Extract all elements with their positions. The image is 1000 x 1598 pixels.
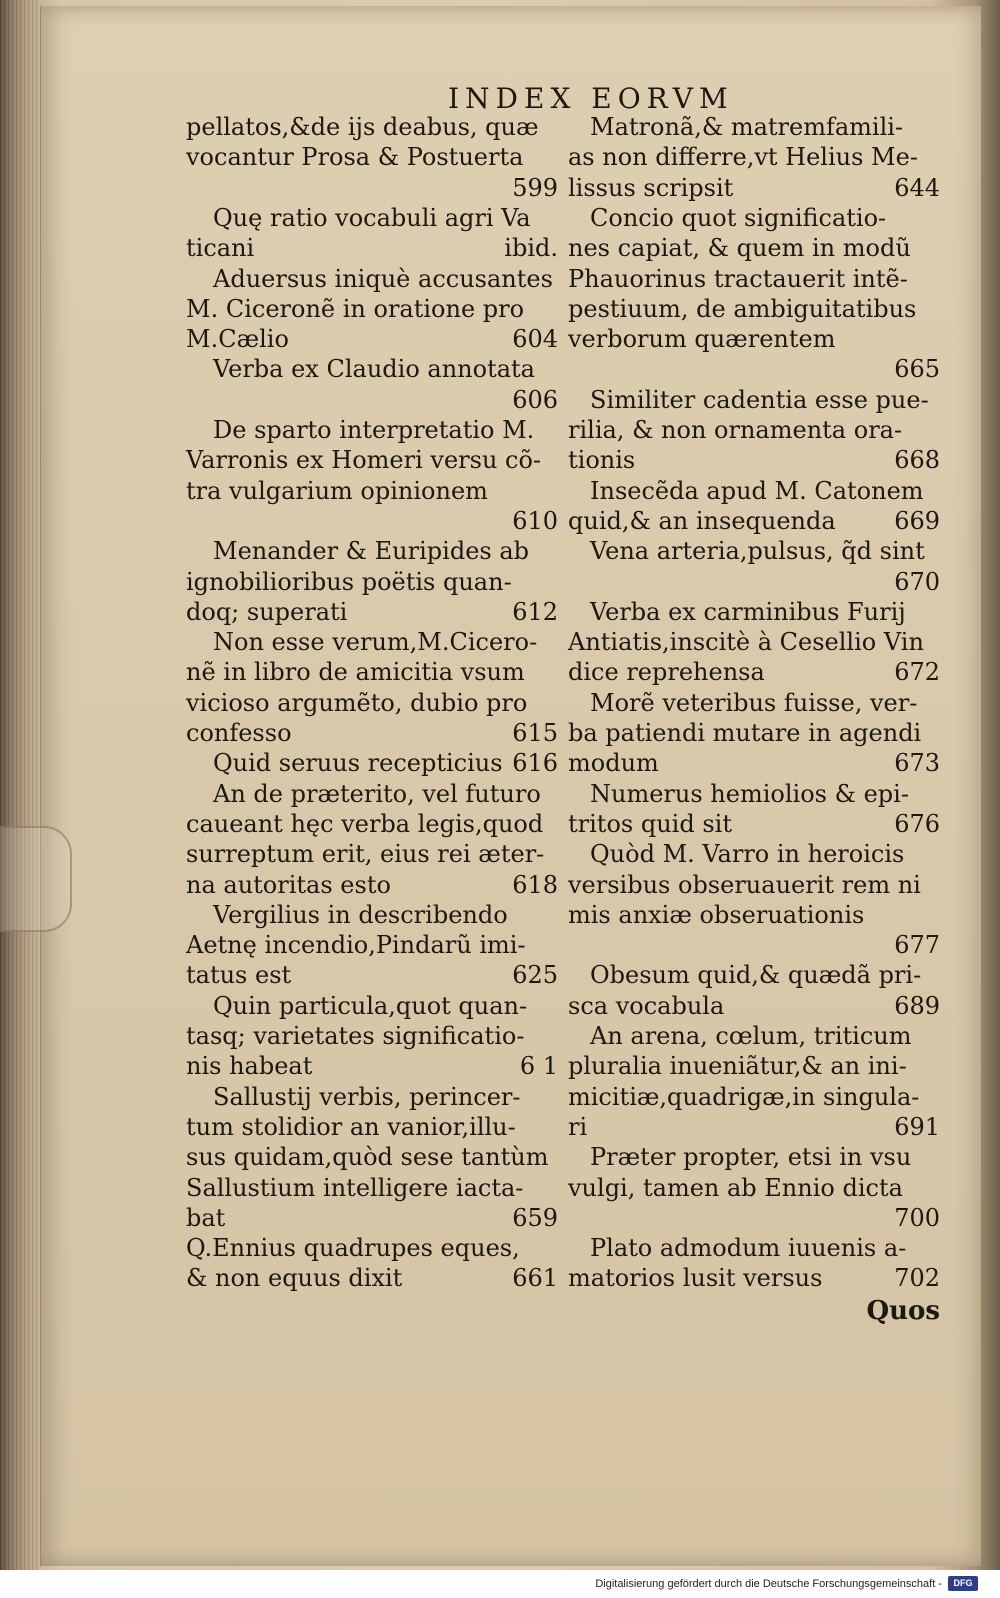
dfg-logo-icon: DFG: [948, 1576, 978, 1591]
right-entry-text: Vena arteria,pulsus, q̃d sint: [590, 537, 925, 566]
index-row: [0, 142, 1000, 172]
right-entry-text: Insecẽda apud M. Catonem: [590, 476, 924, 505]
right-page-number: 672: [894, 658, 940, 687]
right-entry-text: vulgi, tamen ab Ennio dicta: [568, 1173, 903, 1202]
index-row: [0, 567, 1000, 597]
right-entry-text: sca vocabula: [568, 991, 725, 1020]
left-page-number: 618: [512, 870, 558, 899]
right-page-number: 644: [894, 173, 940, 202]
left-entry-text: ticani: [186, 234, 255, 263]
index-row: [0, 1142, 1000, 1172]
index-row: [0, 839, 1000, 869]
index-row: [0, 415, 1000, 445]
left-entry-text: nis habeat: [186, 1052, 313, 1081]
index-row: [0, 870, 1000, 900]
left-page-number: 625: [512, 961, 558, 990]
left-entry-text: De sparto interpretatio M.: [213, 416, 535, 444]
index-row: [0, 1112, 1000, 1142]
index-row: [0, 233, 1000, 263]
right-page-number: 691: [894, 1112, 940, 1141]
left-entry-text: na autoritas esto: [186, 870, 391, 899]
right-page-number: 668: [894, 446, 940, 475]
right-entry-text: Verba ex carminibus Furij: [590, 597, 906, 626]
left-entry-text: nẽ in libro de amicitia vsum: [186, 658, 525, 687]
right-entry-text: tionis: [568, 446, 636, 475]
index-row: [0, 779, 1000, 809]
right-entry-text: quid,& an insequenda: [568, 506, 836, 535]
right-page-number: 670: [894, 567, 940, 596]
left-page-number: 6 1: [519, 1052, 558, 1081]
left-page-number: 659: [512, 1203, 558, 1232]
index-row: [0, 536, 1000, 566]
left-entry-text: doq; superati: [186, 597, 348, 626]
right-entry-text: Obesum quid,& quædã pri-: [590, 961, 922, 990]
right-entry-text: An arena, cœlum, triticum: [590, 1022, 912, 1050]
index-row: [0, 506, 1000, 536]
index-row: [0, 718, 1000, 748]
left-entry-text: sus quidam,quòd sese tantùm: [186, 1143, 549, 1172]
left-page-number: 661: [512, 1264, 558, 1293]
left-page-number: 606: [512, 385, 558, 414]
left-entry-text: bat: [186, 1203, 226, 1232]
right-entry-text: tritos quid sit: [568, 809, 732, 838]
index-row: [0, 354, 1000, 384]
index-row: [0, 1263, 1000, 1293]
left-entry-text: surreptum erit, eius rei æter-: [186, 840, 545, 869]
right-entry-text: Concio quot significatio-: [590, 203, 887, 232]
left-entry-text: & non equus dixit: [186, 1264, 403, 1293]
left-entry-text: Varronis ex Homeri versu cõ-: [186, 446, 542, 475]
left-entry-text: An de præterito, vel futuro: [213, 779, 541, 808]
left-entry-text: tatus est: [186, 961, 292, 990]
left-entry-text: Verba ex Claudio annotata: [213, 355, 535, 384]
right-entry-text: Phauorinus tractauerit intẽ-: [568, 264, 908, 293]
index-row: [0, 1203, 1000, 1233]
left-entry-text: Vergilius in describendo: [213, 900, 508, 929]
right-entry-text: Matronã,& matremfamili-: [590, 113, 904, 141]
index-row: [0, 809, 1000, 839]
index-row: [0, 1051, 1000, 1081]
left-page-number: 612: [512, 597, 558, 626]
left-page-number: 615: [512, 719, 558, 747]
index-row: [0, 173, 1000, 203]
right-page-number: 689: [894, 991, 940, 1020]
right-entry-text: verborum quærentem: [568, 325, 836, 354]
index-row: [0, 960, 1000, 990]
catchword: Quos: [866, 1296, 940, 1326]
right-entry-text: matorios lusit versus: [568, 1264, 823, 1293]
index-row: [0, 385, 1000, 415]
left-entry-text: vicioso argumẽto, dubio pro: [186, 688, 528, 717]
left-entry-text: caueant hęc verba legis,quod: [186, 809, 544, 838]
left-page-number: ibid.: [504, 234, 558, 263]
right-entry-text: ba patiendi mutare in agendi: [568, 719, 922, 747]
right-entry-text: versibus obseruauerit rem ni: [568, 870, 921, 899]
left-entry-text: Q.Ennius quadrupes eques,: [186, 1234, 520, 1263]
left-entry-text: Quin particula,quot quan-: [213, 991, 528, 1020]
index-row: [0, 1173, 1000, 1203]
left-entry-text: M. Ciceronẽ in oratione pro: [186, 294, 525, 323]
index-row: [0, 627, 1000, 657]
left-entry-text: Menander & Euripides ab: [213, 537, 530, 566]
left-entry-text: Sallustij verbis, perincer-: [213, 1082, 521, 1111]
left-entry-text: vocantur Prosa & Postuerta: [186, 143, 524, 172]
right-entry-text: pestiuum, de ambiguitatibus: [568, 294, 917, 323]
left-entry-text: M.Cælio: [186, 325, 289, 354]
right-entry-text: as non differre,vt Helius Me-: [568, 143, 918, 172]
right-entry-text: Similiter cadentia esse pue-: [590, 385, 929, 414]
left-entry-text: pellatos,&de ijs deabus, quæ: [186, 113, 539, 141]
index-row: [0, 597, 1000, 627]
left-entry-text: tasq; varietates significatio-: [186, 1022, 525, 1050]
right-entry-text: Morẽ veteribus fuisse, ver-: [590, 688, 918, 717]
index-row: [0, 930, 1000, 960]
right-page-number: 676: [894, 809, 940, 838]
right-entry-text: Numerus hemiolios & epi-: [590, 779, 909, 808]
right-entry-text: Præter propter, etsi in vsu: [590, 1143, 912, 1172]
left-page-number: 599: [512, 173, 558, 202]
right-entry-text: ri: [568, 1112, 588, 1141]
right-entry-text: modum: [568, 749, 659, 778]
left-page-number: 616: [512, 749, 558, 778]
right-entry-text: nes capiat, & quem in modũ: [568, 234, 911, 263]
right-page-number: 669: [894, 506, 940, 535]
right-entry-text: dice reprehensa: [568, 658, 765, 687]
right-entry-text: micitiæ,quadrigæ,in singula-: [568, 1082, 920, 1111]
left-entry-text: Non esse verum,M.Cicero-: [213, 628, 538, 657]
left-page-number: 610: [512, 506, 558, 535]
right-entry-text: pluralia inueniãtur,& an ini-: [568, 1052, 907, 1081]
index-row: [0, 445, 1000, 475]
index-row: [0, 748, 1000, 778]
right-page-number: 700: [894, 1203, 940, 1232]
index-row: [0, 294, 1000, 324]
index-row: [0, 688, 1000, 718]
footer-credit: Digitalisierung gefördert durch die Deutsche Forschungsgemeinschaft -: [595, 1578, 942, 1590]
right-entry-text: Quòd M. Varro in heroicis: [590, 840, 905, 869]
index-row: [0, 324, 1000, 354]
left-entry-text: ignobilioribus poëtis quan-: [186, 567, 512, 596]
left-entry-text: Aduersus iniquè accusantes: [213, 264, 553, 293]
index-row: [0, 112, 1000, 142]
index-row: [0, 1082, 1000, 1112]
index-row: [0, 900, 1000, 930]
right-entry-text: Antiatis,inscitè à Cesellio Vin: [568, 628, 924, 657]
left-entry-text: tum stolidior an vanior,illu-: [186, 1112, 516, 1141]
page-title: INDEX EORVM: [448, 82, 734, 115]
left-entry-text: tra vulgarium opinionem: [186, 476, 488, 505]
right-page-number: 665: [894, 355, 940, 384]
index-row: [0, 1021, 1000, 1051]
right-page-number: 673: [894, 749, 940, 778]
left-page-number: 604: [512, 325, 558, 354]
index-row: [0, 657, 1000, 687]
index-row: [0, 991, 1000, 1021]
right-entry-text: Plato admodum iuuenis a-: [590, 1234, 907, 1263]
right-page-number: 702: [894, 1264, 940, 1293]
left-entry-text: Sallustium intelligere iacta-: [186, 1173, 524, 1202]
index-row: [0, 264, 1000, 294]
right-entry-text: lissus scripsit: [568, 173, 734, 202]
right-page-number: 677: [894, 931, 940, 960]
index-row: [0, 476, 1000, 506]
right-entry-text: mis anxiæ obseruationis: [568, 900, 865, 929]
left-entry-text: Aetnę incendio,Pindarũ imi-: [186, 931, 526, 960]
index-row: [0, 203, 1000, 233]
index-row: [0, 1233, 1000, 1263]
left-entry-text: confesso: [186, 719, 292, 747]
left-entry-text: Quę ratio vocabuli agri Va: [213, 203, 531, 232]
left-entry-text: Quid seruus recepticius: [213, 749, 503, 778]
right-entry-text: rilia, & non ornamenta ora-: [568, 416, 903, 444]
